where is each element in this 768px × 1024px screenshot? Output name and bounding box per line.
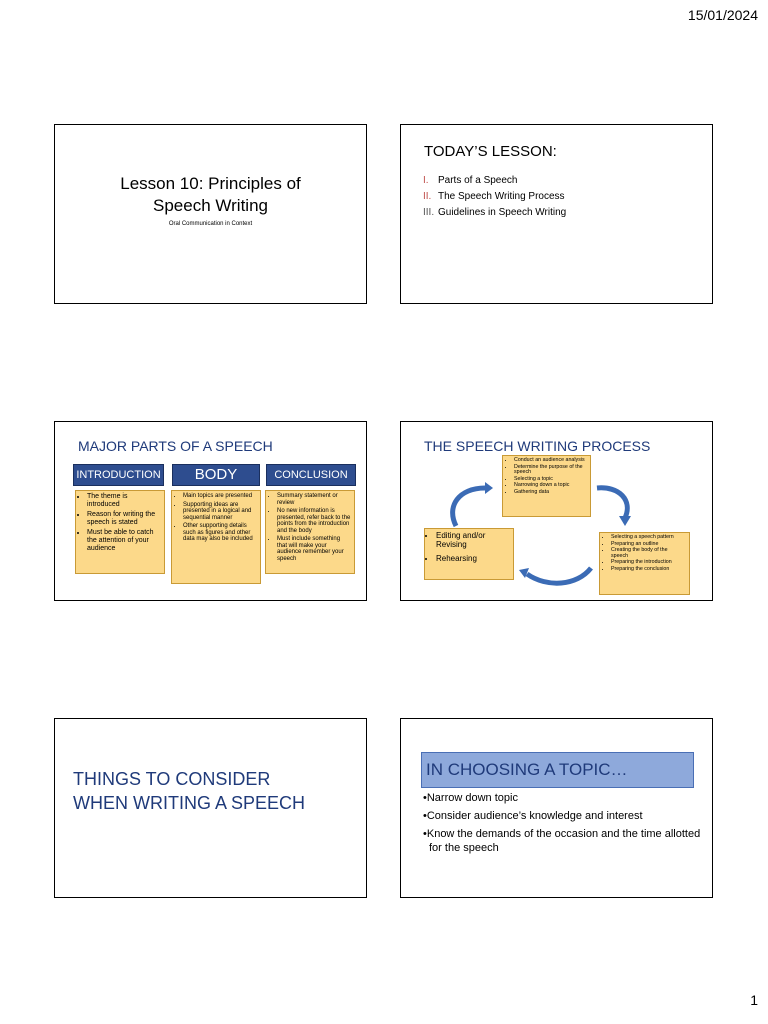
list-item: • Narrow down topic (423, 791, 703, 805)
body-box (171, 490, 261, 584)
list-item: II. The Speech Writing Process (423, 191, 565, 202)
list-item: • Other supporting details such as figures and other data may also be included (183, 523, 257, 543)
slide-title-heading: Lesson 10: Principles of Speech Writing (120, 174, 301, 215)
slide-subtitle: Oral Communication in Context (168, 221, 253, 227)
list-item: • Selecting a topic (514, 477, 587, 483)
list-item: • Creating the body of the speech (611, 548, 686, 559)
slide-heading: THINGS TO CONSIDER WHEN WRITING A SPEECH (73, 769, 306, 813)
slide-title (54, 124, 367, 304)
list-item: • Main topics are presented (183, 493, 257, 500)
conclusion-box (265, 490, 355, 574)
list-item: III. Guidelines in Speech Writing (423, 207, 567, 218)
slide-heading: IN CHOOSING A TOPIC… (426, 760, 628, 779)
list-item: • Conduct an audience analysis (514, 458, 587, 464)
cycle-arrow-icon (453, 488, 485, 526)
list-item: • Preparing the conclusion (611, 567, 686, 573)
list-item: • Reason for writing the speech is stated (87, 511, 161, 527)
arrow-head-icon (485, 482, 493, 494)
body-heading: BODY (172, 464, 260, 486)
list-item: • Selecting a speech pattern (611, 535, 686, 541)
list-item: • Editing and/or Revising (436, 531, 510, 549)
title-band (421, 752, 694, 788)
planning-box (502, 455, 591, 517)
list-item: • Rehearsing (436, 554, 510, 563)
cycle-arrow-icon (527, 568, 591, 583)
slide-choosing-topic (400, 718, 713, 898)
list-item: • Gathering data (514, 490, 587, 496)
lesson-list (423, 173, 566, 221)
slide-todays-lesson (400, 124, 713, 304)
introduction-heading: INTRODUCTION (73, 464, 164, 486)
list-item: • The theme is introduced (87, 493, 161, 509)
slide-major-parts (54, 421, 367, 601)
list-item: • Must include something that will make your audience remember your speech (277, 536, 351, 562)
revising-box (424, 528, 514, 580)
slide-heading: THE SPEECH WRITING PROCESS (424, 438, 651, 454)
list-item: • Summary statement or review (277, 493, 351, 506)
print-date: 15/01/2024 (687, 7, 758, 23)
slide-heading: TODAY’S LESSON: (424, 143, 557, 160)
cycle-arrow-icon (597, 488, 627, 518)
page-number: 1 (750, 992, 758, 1008)
slide-heading: MAJOR PARTS OF A SPEECH (78, 438, 273, 454)
list-item: • Preparing an outline (611, 542, 686, 548)
slide-things-to-consider (54, 718, 367, 898)
drafting-box (599, 532, 690, 595)
conclusion-heading: CONCLUSION (266, 464, 356, 486)
list-item: • Consider audience’s knowledge and interest (423, 809, 703, 823)
list-item: • Preparing the introduction (611, 560, 686, 566)
list-item: • No new information is presented, refer back to the points from the introduction and the body (277, 508, 351, 534)
list-item: • Determine the purpose of the speech (514, 465, 587, 476)
arrow-head-icon (619, 516, 631, 526)
list-item: I. Parts of a Speech (423, 175, 518, 186)
slide-writing-process (400, 421, 713, 601)
list-item: • Narrowing down a topic (514, 483, 587, 489)
introduction-box (75, 490, 165, 574)
list-item: • Supporting ideas are presented in a logical and sequential manner (183, 502, 257, 522)
list-item: • Must be able to catch the attention of your audience (87, 529, 161, 553)
tips-list (423, 791, 703, 859)
list-item: • Know the demands of the occasion and the time allotted for the speech (423, 827, 703, 855)
